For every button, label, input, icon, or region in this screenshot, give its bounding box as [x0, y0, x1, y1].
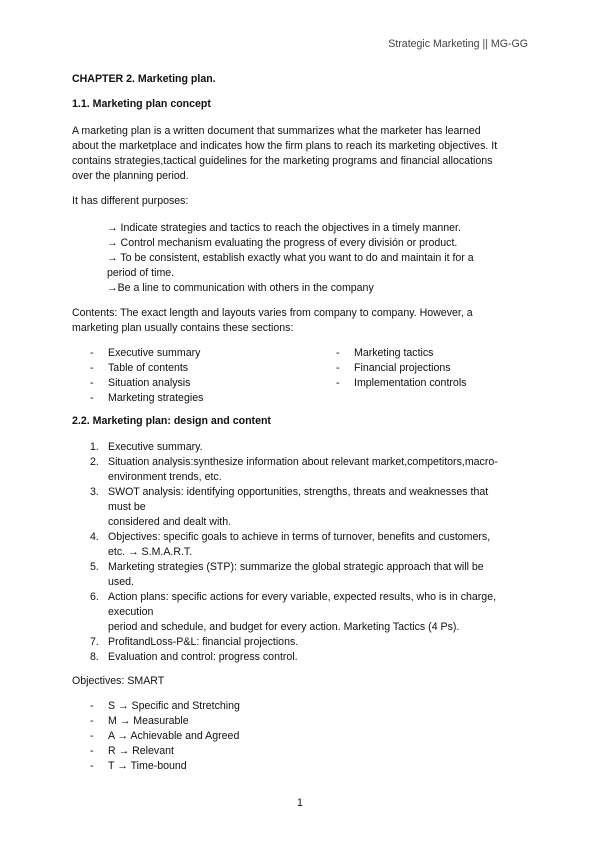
text-line: contains strategies,tactical guidelines for the marketing programs and financial allocations: [72, 155, 493, 167]
list-item-text: Executive summary: [108, 347, 201, 359]
list-item-text: Implementation controls: [354, 377, 467, 389]
paragraph: [72, 124, 537, 184]
list-item-text: Marketing strategies: [108, 392, 204, 404]
list-item: [336, 361, 536, 376]
text-line: execution: [108, 606, 154, 618]
dash-bullet: -: [90, 392, 94, 404]
text-line: A marketing plan is a written document that summarizes what the marketer has learned: [72, 125, 481, 137]
text-line: ProfitandLoss-P&L: financial projections.: [108, 636, 299, 648]
text-line: SWOT analysis: identifying opportunities, strengths, threats and weaknesses that: [108, 486, 489, 498]
list-item-text: Financial projections: [354, 362, 451, 374]
text-line: Action plans: specific actions for every variable, expected results, who is in charge,: [108, 591, 497, 603]
list-item-text: Marketing tactics: [354, 347, 434, 359]
dash-bullet: -: [90, 730, 94, 742]
contents-paragraph: [72, 306, 537, 336]
purpose-item: → Indicate strategies and tactics to reach the objectives in a timely manner.: [107, 222, 461, 234]
purposes-list: [107, 221, 527, 296]
running-header: Strategic Marketing || MG-GG: [388, 38, 528, 50]
text-line: etc. → S.M.A.R.T.: [108, 546, 193, 558]
text-line: about the marketplace and indicates how the firm plans to reach its marketing objectives. It: [72, 140, 498, 152]
list-item-text: A → Achievable and Agreed: [108, 730, 240, 742]
numbered-item: [90, 485, 530, 530]
list-item: [336, 376, 536, 391]
dash-bullet: -: [90, 700, 94, 712]
section-heading: 1.1. Marketing plan concept: [72, 98, 211, 110]
text-line: used.: [108, 576, 134, 588]
list-item-text: S → Specific and Stretching: [108, 700, 240, 712]
text-line: environment trends, etc.: [108, 471, 222, 483]
list-item: [90, 759, 390, 774]
purpose-item: →Be a line to communication with others in the company: [107, 282, 374, 294]
list-item: [90, 714, 390, 729]
text-line: Contents: The exact length and layouts varies from company to company. However, a: [72, 307, 473, 319]
dash-bullet: -: [90, 760, 94, 772]
item-number: 2.: [90, 456, 99, 468]
sections-list-right: [336, 346, 536, 391]
list-item: [90, 376, 330, 391]
list-item-text: T → Time-bound: [108, 760, 187, 772]
item-number: 5.: [90, 561, 99, 573]
smart-list: [90, 699, 390, 774]
dash-bullet: -: [336, 362, 340, 374]
list-item: [90, 361, 330, 376]
list-item-text: Table of contents: [108, 362, 189, 374]
list-item: [336, 346, 536, 361]
text-line: considered and dealt with.: [108, 516, 232, 528]
numbered-item: [90, 560, 530, 590]
numbered-item: [90, 455, 530, 485]
numbered-item: [90, 440, 530, 455]
chapter-title: CHAPTER 2. Marketing plan.: [72, 73, 216, 85]
text-line: marketing plan usually contains these sections:: [72, 322, 294, 334]
page-number: 1: [297, 797, 303, 809]
text-line: period and schedule, and budget for every action. Marketing Tactics (4 Ps).: [108, 621, 460, 633]
text-line: Situation analysis:synthesize information about relevant market,competitors,macro-: [108, 456, 498, 468]
list-item-text: R → Relevant: [108, 745, 174, 757]
list-item: [90, 391, 330, 406]
numbered-list: [90, 440, 530, 665]
text-line: Evaluation and control: progress control.: [108, 651, 298, 663]
section-heading: 2.2. Marketing plan: design and content: [72, 415, 271, 427]
numbered-item: [90, 650, 530, 665]
dash-bullet: -: [90, 715, 94, 727]
list-item: [90, 729, 390, 744]
text-line: Marketing strategies (STP): summarize the global strategic approach that will be: [108, 561, 484, 573]
numbered-item: [90, 530, 530, 560]
list-item: [90, 699, 390, 714]
sections-list-left: [90, 346, 330, 406]
purposes-intro: It has different purposes:: [72, 195, 189, 207]
dash-bullet: -: [336, 377, 340, 389]
numbered-item: [90, 590, 530, 635]
text-line: Objectives: specific goals to achieve in terms of turnover, benefits and customers,: [108, 531, 491, 543]
list-item-text: M → Measurable: [108, 715, 189, 727]
list-item: [90, 346, 330, 361]
objectives-title: Objectives: SMART: [72, 675, 165, 687]
purpose-item: → To be consistent, establish exactly what you want to do and maintain it for a: [107, 252, 474, 264]
item-number: 3.: [90, 486, 99, 498]
purpose-item: period of time.: [107, 267, 175, 279]
list-item: [90, 744, 390, 759]
dash-bullet: -: [90, 362, 94, 374]
dash-bullet: -: [90, 347, 94, 359]
item-number: 8.: [90, 651, 99, 663]
item-number: 4.: [90, 531, 99, 543]
item-number: 1.: [90, 441, 99, 453]
item-number: 7.: [90, 636, 99, 648]
item-number: 6.: [90, 591, 99, 603]
text-line: Executive summary.: [108, 441, 203, 453]
dash-bullet: -: [90, 745, 94, 757]
purpose-item: → Control mechanism evaluating the progress of every división or product.: [107, 237, 458, 249]
numbered-item: [90, 635, 530, 650]
dash-bullet: -: [90, 377, 94, 389]
dash-bullet: -: [336, 347, 340, 359]
text-line: over the planning period.: [72, 170, 189, 182]
text-line: must be: [108, 501, 146, 513]
list-item-text: Situation analysis: [108, 377, 191, 389]
